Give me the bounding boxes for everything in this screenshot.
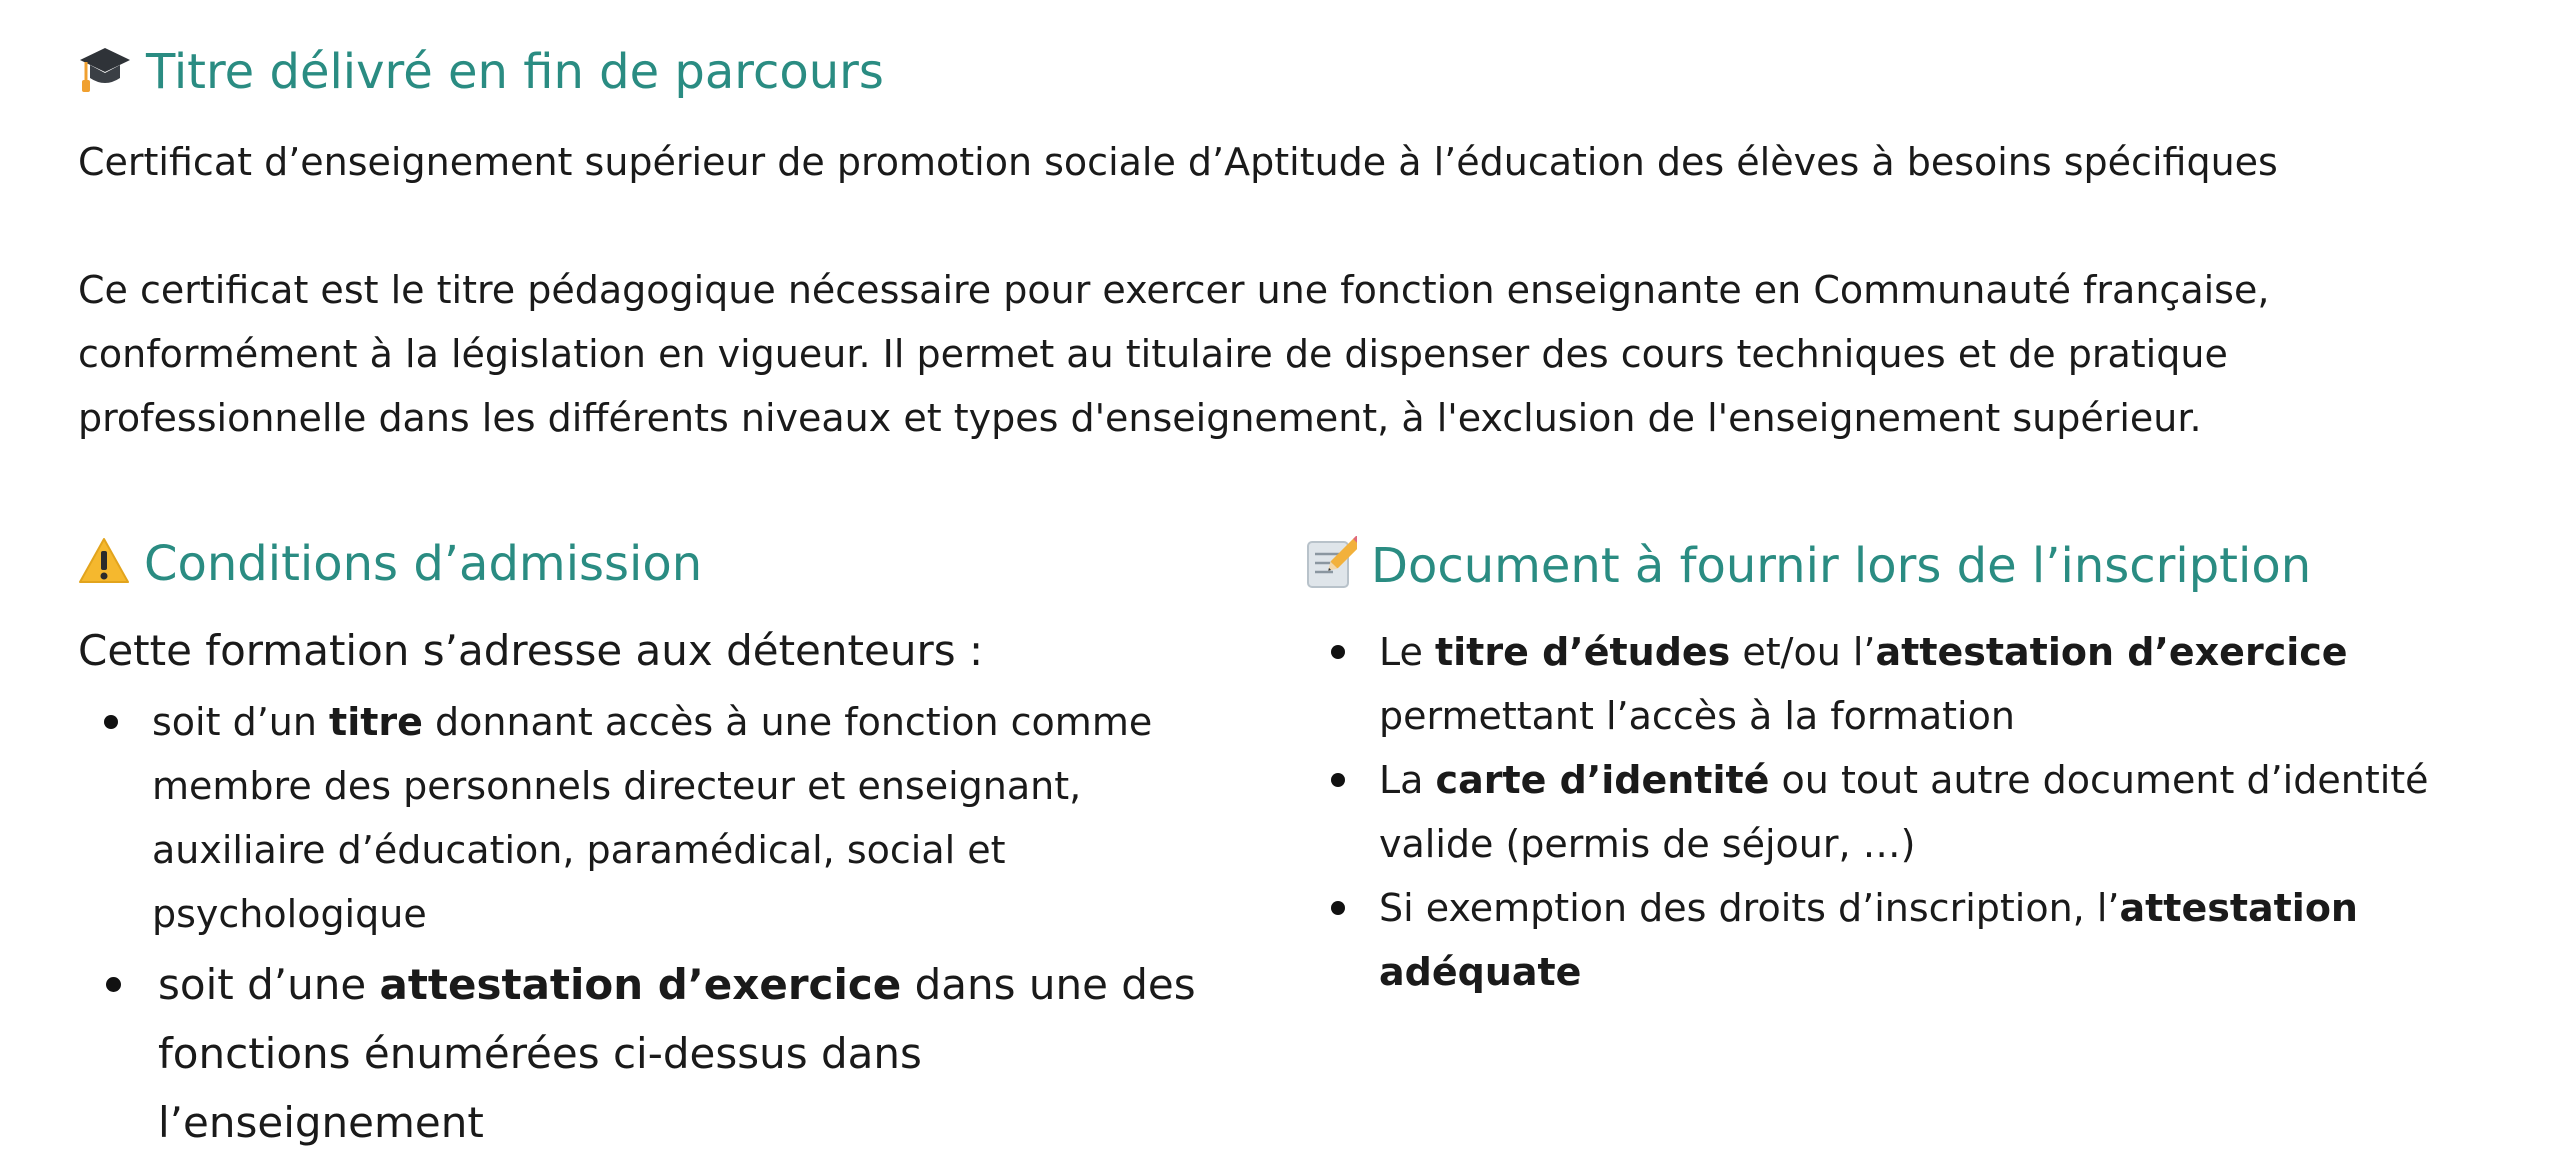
item-text: ou tout autre document d’identité	[1769, 758, 2429, 802]
description-line: conformément à la législation en vigueur. Il permet au titulaire de dispenser des cours techniques et de pratique	[78, 332, 2228, 376]
admission-heading-text: Conditions d’admission	[144, 536, 703, 592]
item-bold-text: titre	[329, 700, 423, 744]
item-text: Le	[1379, 630, 1435, 674]
bullet	[1331, 773, 1345, 787]
documents-list	[1305, 620, 2429, 1004]
graduation-cap-icon	[78, 42, 132, 108]
admission-intro: Cette formation s’adresse aux détenteurs :	[78, 626, 984, 675]
description-line: professionnelle dans les différents niveaux et types d'enseignement, à l'exclusion de l'enseignement supérieur.	[78, 396, 2202, 440]
memo-icon	[1305, 536, 1357, 602]
item-text: fonctions énumérées ci-dessus dans	[158, 1029, 922, 1078]
item-text: dans une des	[901, 960, 1196, 1009]
list-item	[1305, 620, 2429, 748]
admission-list	[78, 690, 1196, 1157]
item-bold-text: attestation d’exercice	[1875, 630, 2348, 674]
item-bold-text: attestation d’exercice	[379, 960, 902, 1009]
bullet	[106, 977, 121, 992]
item-text: soit d’une	[158, 960, 380, 1009]
item-bold-text: adéquate	[1379, 950, 1582, 994]
titre-heading-text: Titre délivré en fin de parcours	[146, 44, 884, 100]
item-text: psychologique	[152, 892, 427, 936]
item-text: membre des personnels directeur et enseignant,	[152, 764, 1082, 808]
item-text: La	[1379, 758, 1436, 802]
documents-heading	[1305, 536, 2311, 602]
documents-heading-text: Document à fournir lors de l’inscription	[1371, 538, 2312, 594]
list-item	[1305, 748, 2429, 876]
item-text: valide (permis de séjour, …)	[1379, 822, 1916, 866]
item-text: Si exemption des droits d’inscription, l’	[1379, 886, 2120, 930]
bullet	[104, 715, 118, 729]
item-text: auxiliaire d’éducation, paramédical, social et	[152, 828, 1006, 872]
warning-icon	[78, 536, 130, 598]
item-text: soit d’un	[152, 700, 330, 744]
list-item	[1305, 876, 2429, 1004]
item-text: et/ou l’	[1730, 630, 1876, 674]
item-bold-text: carte d’identité	[1435, 758, 1770, 802]
item-text: l’enseignement	[158, 1098, 484, 1147]
admission-heading	[78, 536, 702, 598]
bullet	[1331, 645, 1345, 659]
titre-heading	[78, 42, 884, 108]
item-bold-text: attestation	[2119, 886, 2358, 930]
description-line: Ce certificat est le titre pédagogique nécessaire pour exercer une fonction enseignante en Communauté française,	[78, 268, 2270, 312]
item-bold-text: titre d’études	[1434, 630, 1731, 674]
item-text: donnant accès à une fonction comme	[422, 700, 1153, 744]
certificate-name: Certificat d’enseignement supérieur de promotion sociale d’Aptitude à l’éducation des élèves à besoins spécifiques	[78, 140, 2278, 184]
item-text: permettant l’accès à la formation	[1379, 694, 2015, 738]
list-item	[78, 950, 1196, 1157]
bullet	[1331, 901, 1345, 915]
list-item	[78, 690, 1196, 946]
